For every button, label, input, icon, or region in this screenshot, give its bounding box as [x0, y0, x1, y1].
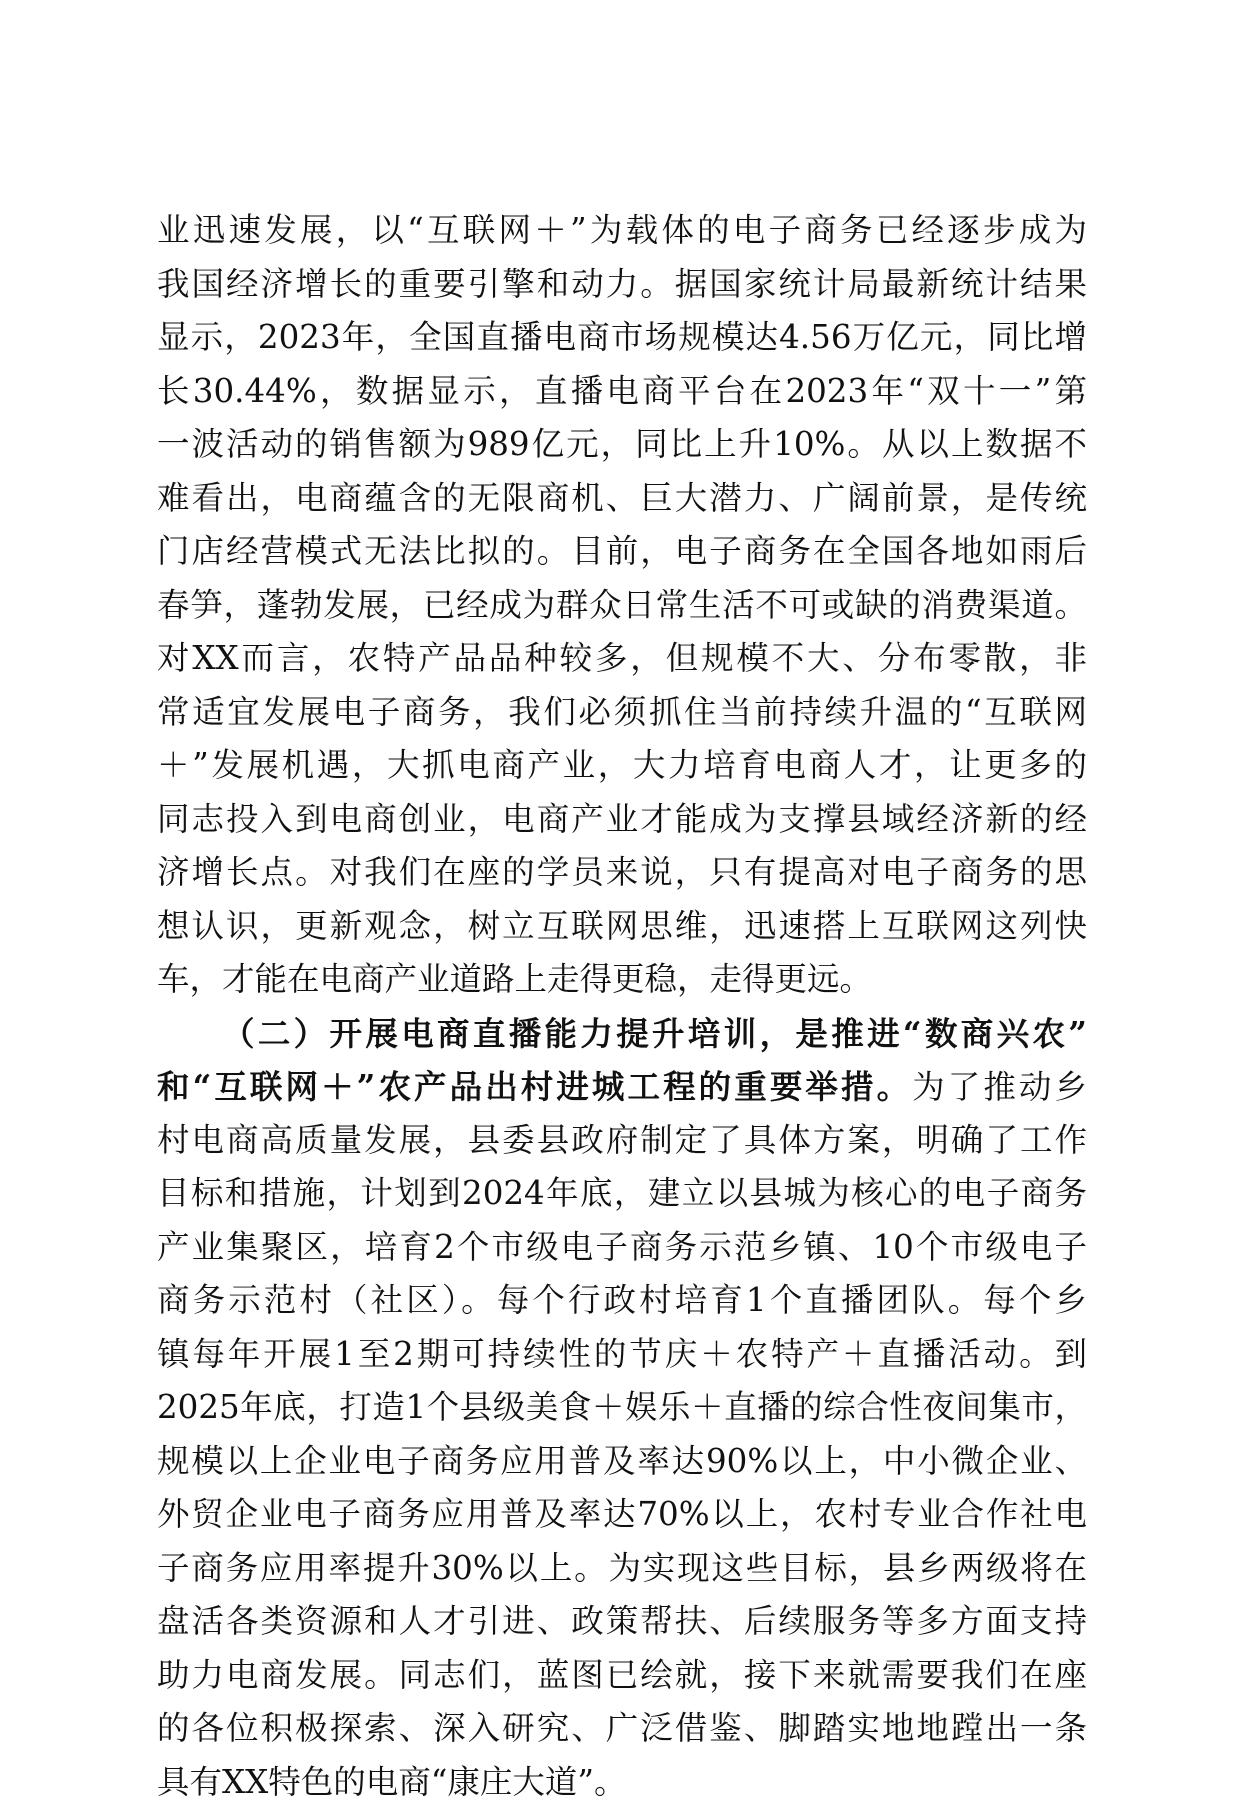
text-line: 目标和措施，计划到2024年底，建立以县城为核心的电子商务	[157, 1167, 1087, 1221]
paragraph-2	[157, 1007, 1087, 1809]
text-line	[157, 1060, 1087, 1114]
section-heading-continued: 和“互联网＋”农产品出村进城工程的重要举措。	[157, 1067, 912, 1106]
text-line: 车，才能在电商产业道路上走得更稳，走得更远。	[157, 953, 1087, 1007]
paragraph-1	[157, 204, 1087, 1007]
text-line: 规模以上企业电子商务应用普及率达90%以上，中小微企业、	[157, 1435, 1087, 1489]
text-line: 子商务应用率提升30%以上。为实现这些目标，县乡两级将在	[157, 1542, 1087, 1596]
text-line: 长30.44%，数据显示，直播电商平台在2023年“双十一”第	[157, 365, 1087, 419]
text-line: 济增长点。对我们在座的学员来说，只有提高对电子商务的思	[157, 846, 1087, 900]
text-line: 镇每年开展1至2期可持续性的节庆＋农特产＋直播活动。到	[157, 1328, 1087, 1382]
text-line: 对XX而言，农特产品品种较多，但规模不大、分布零散，非	[157, 632, 1087, 686]
text-line: 我国经济增长的重要引擎和动力。据国家统计局最新统计结果	[157, 258, 1087, 312]
text-line: 盘活各类资源和人才引进、政策帮扶、后续服务等多方面支持	[157, 1595, 1087, 1649]
text-line: 同志投入到电商创业，电商产业才能成为支撑县域经济新的经	[157, 793, 1087, 847]
section-heading: （二）开展电商直播能力提升培训，是推进“数商兴农”	[157, 1007, 1087, 1061]
text-line: 商务示范村（社区）。每个行政村培育1个直播团队。每个乡	[157, 1274, 1087, 1328]
body-text	[157, 204, 1087, 1809]
text-line: 助力电商发展。同志们，蓝图已绘就，接下来就需要我们在座	[157, 1649, 1087, 1703]
text-line: 业迅速发展，以“互联网＋”为载体的电子商务已经逐步成为	[157, 204, 1087, 258]
text-line: 门店经营模式无法比拟的。目前，电子商务在全国各地如雨后	[157, 525, 1087, 579]
text-line: 外贸企业电子商务应用普及率达70%以上，农村专业合作社电	[157, 1488, 1087, 1542]
text-line: 村电商高质量发展，县委县政府制定了具体方案，明确了工作	[157, 1114, 1087, 1168]
text-line: 的各位积极探索、深入研究、广泛借鉴、脚踏实地地蹚出一条	[157, 1702, 1087, 1756]
text-segment: 为了推动乡	[912, 1068, 1087, 1106]
text-line: 春笋，蓬勃发展，已经成为群众日常生活不可或缺的消费渠道。	[157, 579, 1087, 633]
text-line: 显示，2023年，全国直播电商市场规模达4.56万亿元，同比增	[157, 311, 1087, 365]
text-line: ＋”发展机遇，大抓电商产业，大力培育电商人才，让更多的	[157, 739, 1087, 793]
text-line: 难看出，电商蕴含的无限商机、巨大潜力、广阔前景，是传统	[157, 472, 1087, 526]
text-line: 想认识，更新观念，树立互联网思维，迅速搭上互联网这列快	[157, 900, 1087, 954]
text-line: 具有XX特色的电商“康庄大道”。	[157, 1756, 1087, 1809]
text-line: 常适宜发展电子商务，我们必须抓住当前持续升温的“互联网	[157, 686, 1087, 740]
text-line: 2025年底，打造1个县级美食＋娱乐＋直播的综合性夜间集市，	[157, 1381, 1087, 1435]
text-line: 一波活动的销售额为989亿元，同比上升10%。从以上数据不	[157, 418, 1087, 472]
text-line: 产业集聚区，培育2个市级电子商务示范乡镇、10个市级电子	[157, 1221, 1087, 1275]
